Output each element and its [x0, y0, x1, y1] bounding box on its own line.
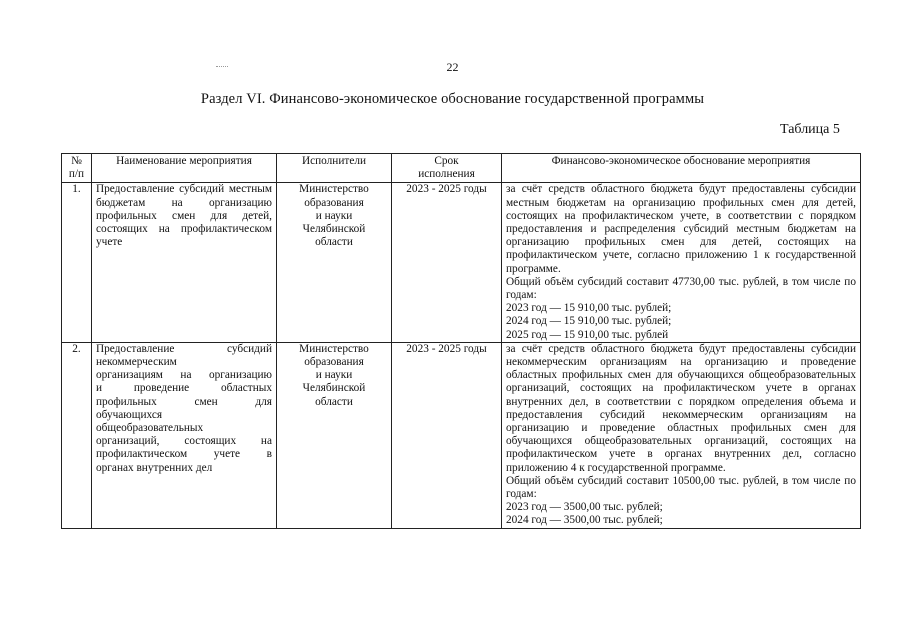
activity-name-line: органах внутренних дел	[96, 461, 213, 474]
financing-year: 2024 год — 15 910,00 тыс. рублей;	[506, 315, 672, 328]
page-number: 22	[446, 60, 459, 74]
header-number	[62, 154, 92, 183]
row-activity-name	[92, 342, 277, 528]
table-label: Таблица 5	[780, 122, 840, 137]
activity-name-line: общеобразовательных	[96, 422, 204, 435]
activity-name-line: организаций, состоящих на	[96, 435, 272, 448]
executor-line: области	[315, 236, 353, 249]
row-executors	[277, 342, 392, 528]
executor-line: Министерство	[299, 183, 369, 196]
activity-name-line: обучающихся	[96, 408, 163, 421]
financing-table	[61, 153, 861, 529]
executor-line: Челябинской	[302, 382, 366, 395]
executor-line: и науки	[315, 209, 353, 222]
row-financing	[502, 342, 861, 528]
header-financing: Финансово-экономическое обоснование мероприятия	[502, 154, 861, 183]
table-row	[62, 183, 861, 342]
executor-line: Челябинской	[302, 223, 366, 236]
header-number-line1: №	[71, 155, 82, 167]
table-header	[62, 154, 861, 183]
executor-line: образования	[304, 196, 364, 209]
section-title: Раздел VI. Финансово-экономическое обоснование государственной программы	[200, 91, 705, 107]
row-executors	[277, 183, 392, 342]
activity-name-line: некоммерческим	[96, 356, 177, 369]
header-term-line1: Срок	[434, 155, 459, 167]
financing-total: Общий объём субсидий составит 10500,00 тыс. рублей, в том числе по годам:	[506, 474, 856, 501]
executor-line: Министерство	[299, 342, 369, 355]
activity-name-line: профильных смен для	[96, 395, 272, 408]
financing-year: 2025 год — 15 910,00 тыс. рублей	[506, 328, 669, 341]
executor-line: и науки	[315, 369, 353, 382]
table-row	[62, 342, 861, 528]
header-row	[62, 154, 861, 183]
financing-text: за счёт средств областного бюджета будут предоставлены субсидии некоммерческим организациям на организацию и проведение областных профильных смен для обучающихся общеобразовательных организаций, состоящих на профилактическом учете в органах внутренних дел, в соответствии с порядком определения объема и предоставления субсидий некоммерческим организациям на организацию и проведение областных профильных смен для обучающихся общеобразовательных организаций, состоящих на профилактическом учете в органах внутренних дел, согласно приложению 4 к государственной программе.	[506, 342, 856, 474]
header-executors: Исполнители	[277, 154, 392, 183]
activity-name-line: организациям на организацию	[96, 369, 272, 382]
row-term: 2023 - 2025 годы	[392, 342, 502, 528]
row-number: 2.	[62, 342, 92, 528]
header-term-line2: исполнения	[418, 168, 475, 181]
header-number-line2: п/п	[68, 168, 85, 181]
executor-line: области	[315, 395, 353, 408]
financing-text: за счёт средств областного бюджета будут предоставлены субсидии местным бюджетам на организацию профильных смен для детей, состоящих на профилактическом учете, в соответствии с порядком предоставления и распределения субсидий местным бюджетам на организацию профильных смен для детей, состоящих на профилактическом учете, согласно приложению 1 к государственной программе.	[506, 183, 856, 275]
row-activity-name: Предоставление субсидий местным бюджетам на организацию профильных смен для детей, состоящих на профилактическом учете	[92, 183, 277, 342]
activity-name-line: профилактическом учете в	[96, 448, 272, 461]
executor-line: образования	[304, 356, 364, 369]
financing-year: 2024 год — 3500,00 тыс. рублей;	[506, 514, 663, 527]
row-term: 2023 - 2025 годы	[392, 183, 502, 342]
header-name: Наименование мероприятия	[92, 154, 277, 183]
row-financing	[502, 183, 861, 342]
financing-year: 2023 год — 3500,00 тыс. рублей;	[506, 501, 663, 514]
activity-name-line: Предоставление субсидий	[96, 342, 272, 355]
header-term	[392, 154, 502, 183]
activity-name-line: и проведение областных	[96, 382, 272, 395]
financing-year: 2023 год — 15 910,00 тыс. рублей;	[506, 302, 672, 315]
row-number: 1.	[62, 183, 92, 342]
financing-total: Общий объём субсидий составит 47730,00 тыс. рублей, в том числе по годам:	[506, 275, 856, 302]
